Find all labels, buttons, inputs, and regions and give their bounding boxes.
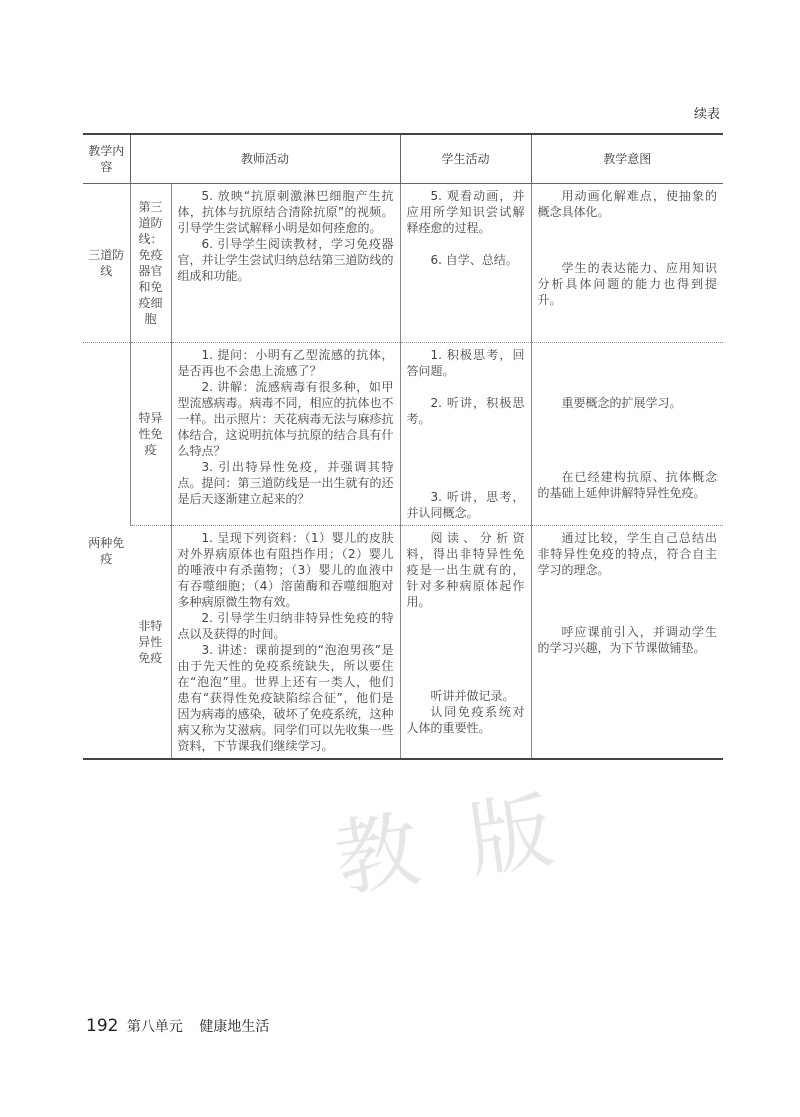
intent-item: 重要概念的扩展学习。 [561, 396, 682, 410]
intent-cell [531, 526, 723, 760]
intent-item: 呼应课前引入，并调动学生的学习兴趣，为下节课做铺垫。 [537, 625, 718, 655]
student-item: 听讲并做记录。 [430, 689, 515, 703]
table-row [83, 526, 723, 760]
student-cell [400, 184, 531, 343]
student-cell [400, 526, 531, 760]
teacher-item: 3. 引出特异性免疫，并强调其特点。提问：第三道防线是一出生就有的还是后天逐渐建立起来的？ [177, 460, 394, 506]
teacher-item: 6. 引导学生阅读教材，学习免疫器官，并让学生尝试归纳总结第三道防线的组成和功能。 [177, 237, 394, 283]
intent-cell [531, 343, 723, 526]
teacher-cell [171, 343, 400, 526]
teacher-cell [171, 526, 400, 760]
header-teacher: 教师活动 [130, 134, 400, 184]
intent-item: 通过比较，学生自己总结出非特异性免疫的特点，符合自主学习的理念。 [537, 531, 718, 577]
student-item: 阅读、分析资料，得出非特异性免疫是一出生就有的，针对多种病原体起作用。 [406, 531, 525, 609]
student-item: 1. 积极思考，回答问题。 [406, 348, 525, 378]
student-item: 认同免疫系统对人体的重要性。 [406, 705, 525, 735]
intent-item: 学生的表达能力、应用知识分析具体问题的能力也得到提升。 [537, 261, 718, 307]
intent-item: 在已经建构抗原、抗体概念的基础上延伸讲解特异性免疫。 [537, 470, 718, 500]
student-item: 2. 听讲，积极思考。 [406, 396, 525, 426]
page-footer [86, 1016, 269, 1036]
teacher-item: 2. 引导学生归纳非特异性免疫的特点以及获得的时间。 [177, 611, 394, 641]
header-content: 教学内容 [83, 134, 130, 184]
header-student: 学生活动 [400, 134, 531, 184]
table-header-row [83, 134, 723, 184]
sub-specific: 特异性免疫 [130, 343, 171, 526]
content-three-lines: 三道防线 [83, 184, 130, 343]
student-cell [400, 343, 531, 526]
student-item: 5. 观看动画，并应用所学知识尝试解释痊愈的过程。 [406, 189, 525, 235]
intent-item: 用动画化解难点，使抽象的概念具体化。 [537, 189, 718, 219]
teacher-item: 3. 讲述：课前提到的“泡泡男孩”是由于先天性的免疫系统缺失，所以要住在“泡泡”里。世界上还有一类人，他们患有“获得性免疫缺陷综合征”，他们是因为病毒的感染，破坏了免疫系统，这种病又称为艾滋病。同学们可以先收集一些资料，下节课我们继续学习。 [177, 643, 394, 753]
teacher-cell [171, 184, 400, 343]
unit-title: 健康地生活 [199, 1019, 270, 1035]
teacher-item: 1. 呈现下列资料：（1）婴儿的皮肤对外界病原体也有阻挡作用；（2）婴儿的唾液中有杀菌物；（3）婴儿的血液中有吞噬细胞；（4）溶菌酶和吞噬细胞对多种病原微生物有效。 [177, 531, 394, 609]
header-intent: 教学意图 [531, 134, 723, 184]
table-row [83, 343, 723, 526]
lesson-table [83, 133, 723, 760]
intent-cell [531, 184, 723, 343]
teacher-item: 2. 讲解：流感病毒有很多种，如甲型流感病毒。病毒不同，相应的抗体也不一样。出示照片：天花病毒无法与麻疹抗体结合，这说明抗体与抗原的结合具有什么特点？ [177, 380, 394, 458]
sub-nonspecific: 非特异性免疫 [130, 526, 171, 760]
student-item: 3. 听讲，思考，并认同概念。 [406, 490, 525, 520]
student-item: 6. 自学、总结。 [430, 253, 518, 267]
unit-label: 第八单元 [126, 1019, 183, 1035]
watermark: 教 版 [328, 779, 571, 909]
teacher-item: 1. 提问：小明有乙型流感的抗体，是否再也不会患上流感了？ [177, 348, 394, 378]
page-number: 192 [86, 1016, 119, 1036]
content-two-immunities: 两种免疫 [83, 343, 130, 760]
teacher-item: 5. 放映“抗原刺激淋巴细胞产生抗体，抗体与抗原结合清除抗原”的视频。引导学生尝试解释小明是如何痊愈的。 [177, 189, 394, 235]
sub-third-line: 第三道防线：免疫器官和免疫细胞 [130, 184, 171, 343]
continued-label: 续表 [693, 107, 720, 122]
table-row [83, 184, 723, 343]
